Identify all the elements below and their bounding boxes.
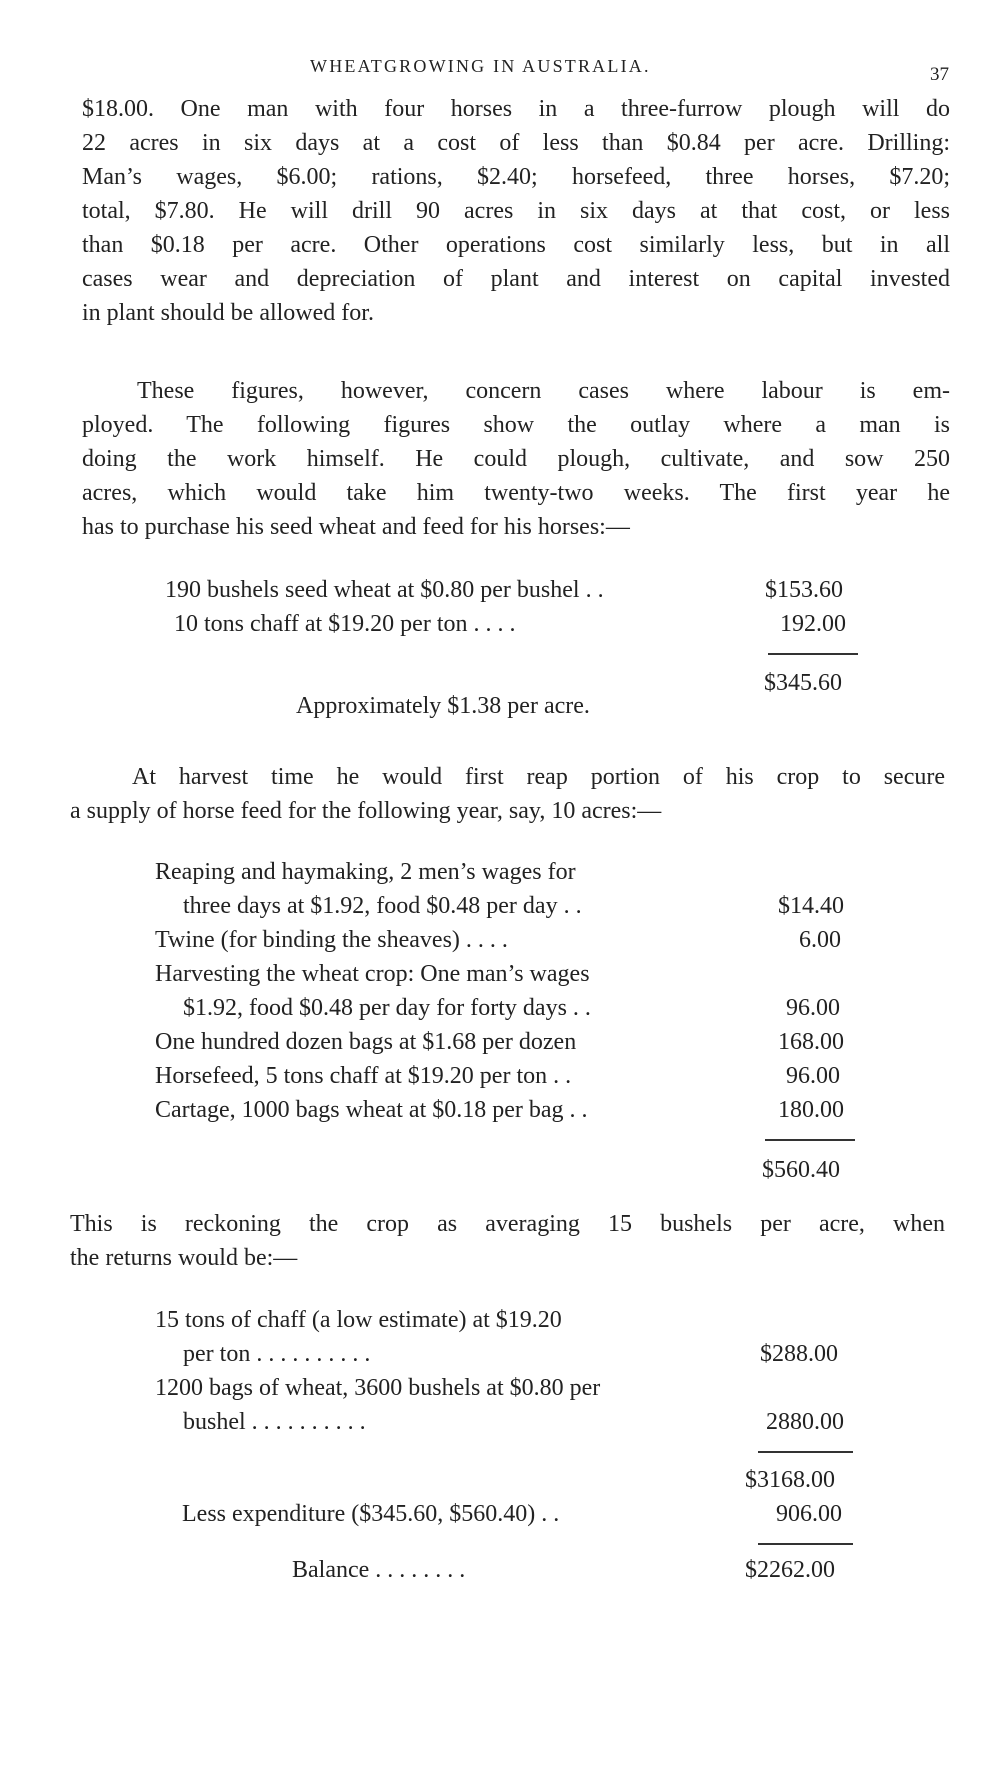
sum-rule — [768, 653, 858, 655]
table-row-amount: 180.00 — [778, 1097, 844, 1123]
table-row-desc: 190 bushels seed wheat at $0.80 per bushel . . — [165, 577, 604, 603]
paragraph-4 — [70, 1207, 945, 1275]
text-line: 22 acres in six days at a cost of less than $0.84 per acre. Drilling: — [82, 130, 950, 156]
text-line: This is reckoning the crop as averaging 15 bushels per acre, when — [70, 1211, 945, 1237]
returns-table — [0, 1303, 1000, 1603]
seed-feed-table — [0, 573, 1000, 723]
text-line: $18.00. One man with four horses in a three-furrow plough will do — [82, 96, 950, 122]
balance-label: Balance . . . . . . . . — [292, 1557, 466, 1583]
table-row-amount: $288.00 — [760, 1341, 838, 1367]
sum-rule — [765, 1139, 855, 1141]
table-row-desc: Cartage, 1000 bags wheat at $0.18 per bag . . — [155, 1097, 588, 1123]
paragraph-1 — [82, 92, 950, 330]
text-line: doing the work himself. He could plough, cultivate, and sow 250 — [82, 446, 950, 472]
running-header — [0, 56, 1000, 88]
expenditure-amount: 906.00 — [776, 1501, 842, 1527]
text-line: total, $7.80. He will drill 90 acres in six days at that cost, or less — [82, 198, 950, 224]
per-acre-note: Approximately $1.38 per acre. — [296, 693, 590, 719]
harvest-cost-table — [0, 855, 1000, 1205]
table-row-desc: 1200 bags of wheat, 3600 bushels at $0.80 per — [155, 1375, 601, 1401]
table-row-amount: 168.00 — [778, 1029, 844, 1055]
text-line: ployed. The following figures show the outlay where a man is — [82, 412, 950, 438]
table-row-desc: 15 tons of chaff (a low estimate) at $19.20 — [155, 1307, 562, 1333]
text-line: in plant should be allowed for. — [82, 300, 374, 326]
table-row-amount: $14.40 — [778, 893, 844, 919]
table-row-amount: 96.00 — [786, 1063, 840, 1089]
table-row-desc: $1.92, food $0.48 per day for forty days . . — [183, 995, 591, 1021]
text-line: the returns would be:— — [70, 1245, 298, 1271]
page-number: 37 — [930, 64, 949, 85]
table-row-desc: Reaping and haymaking, 2 men’s wages for — [155, 859, 576, 885]
table-row-desc: 10 tons chaff at $19.20 per ton . . . . — [174, 611, 516, 637]
balance-amount: $2262.00 — [745, 1557, 835, 1583]
table-row-amount: $153.60 — [765, 577, 843, 603]
table-row-amount: 2880.00 — [766, 1409, 844, 1435]
table-row-desc: three days at $1.92, food $0.48 per day . . — [183, 893, 582, 919]
table-row-desc: Horsefeed, 5 tons chaff at $19.20 per ton . . — [155, 1063, 572, 1089]
text-line: than $0.18 per acre. Other operations cost similarly less, but in all — [82, 232, 950, 258]
sum-rule — [758, 1543, 853, 1545]
text-line: a supply of horse feed for the following year, say, 10 acres:— — [70, 798, 662, 824]
table-row-desc: per ton . . . . . . . . . . — [183, 1341, 371, 1367]
table-row-desc: Harvesting the wheat crop: One man’s wages — [155, 961, 590, 987]
text-line: Man’s wages, $6.00; rations, $2.40; horsefeed, three horses, $7.20; — [82, 164, 950, 190]
table-row-desc: One hundred dozen bags at $1.68 per dozen — [155, 1029, 577, 1055]
sum-rule — [758, 1451, 853, 1453]
running-title: WHEATGROWING IN AUSTRALIA. — [310, 56, 651, 76]
table-row-amount: 192.00 — [780, 611, 846, 637]
table-row-amount: 96.00 — [786, 995, 840, 1021]
text-line: has to purchase his seed wheat and feed for his horses:— — [82, 514, 630, 540]
text-line: At harvest time he would first reap portion of his crop to secure — [132, 764, 945, 790]
subtotal-amount: $3168.00 — [745, 1467, 835, 1493]
expenditure-label: Less expenditure ($345.60, $560.40) . . — [182, 1501, 560, 1527]
paragraph-3 — [70, 760, 945, 828]
table-total: $345.60 — [764, 670, 842, 696]
table-row-desc: Twine (for binding the sheaves) . . . . — [155, 927, 508, 953]
table-total: $560.40 — [762, 1157, 840, 1183]
text-line: These figures, however, concern cases where labour is em- — [137, 378, 950, 404]
text-line: acres, which would take him twenty-two weeks. The first year he — [82, 480, 950, 506]
text-line: cases wear and depreciation of plant and interest on capital invested — [82, 266, 950, 292]
table-row-desc: bushel . . . . . . . . . . — [183, 1409, 366, 1435]
table-row-amount: 6.00 — [799, 927, 841, 953]
paragraph-2 — [82, 374, 950, 544]
